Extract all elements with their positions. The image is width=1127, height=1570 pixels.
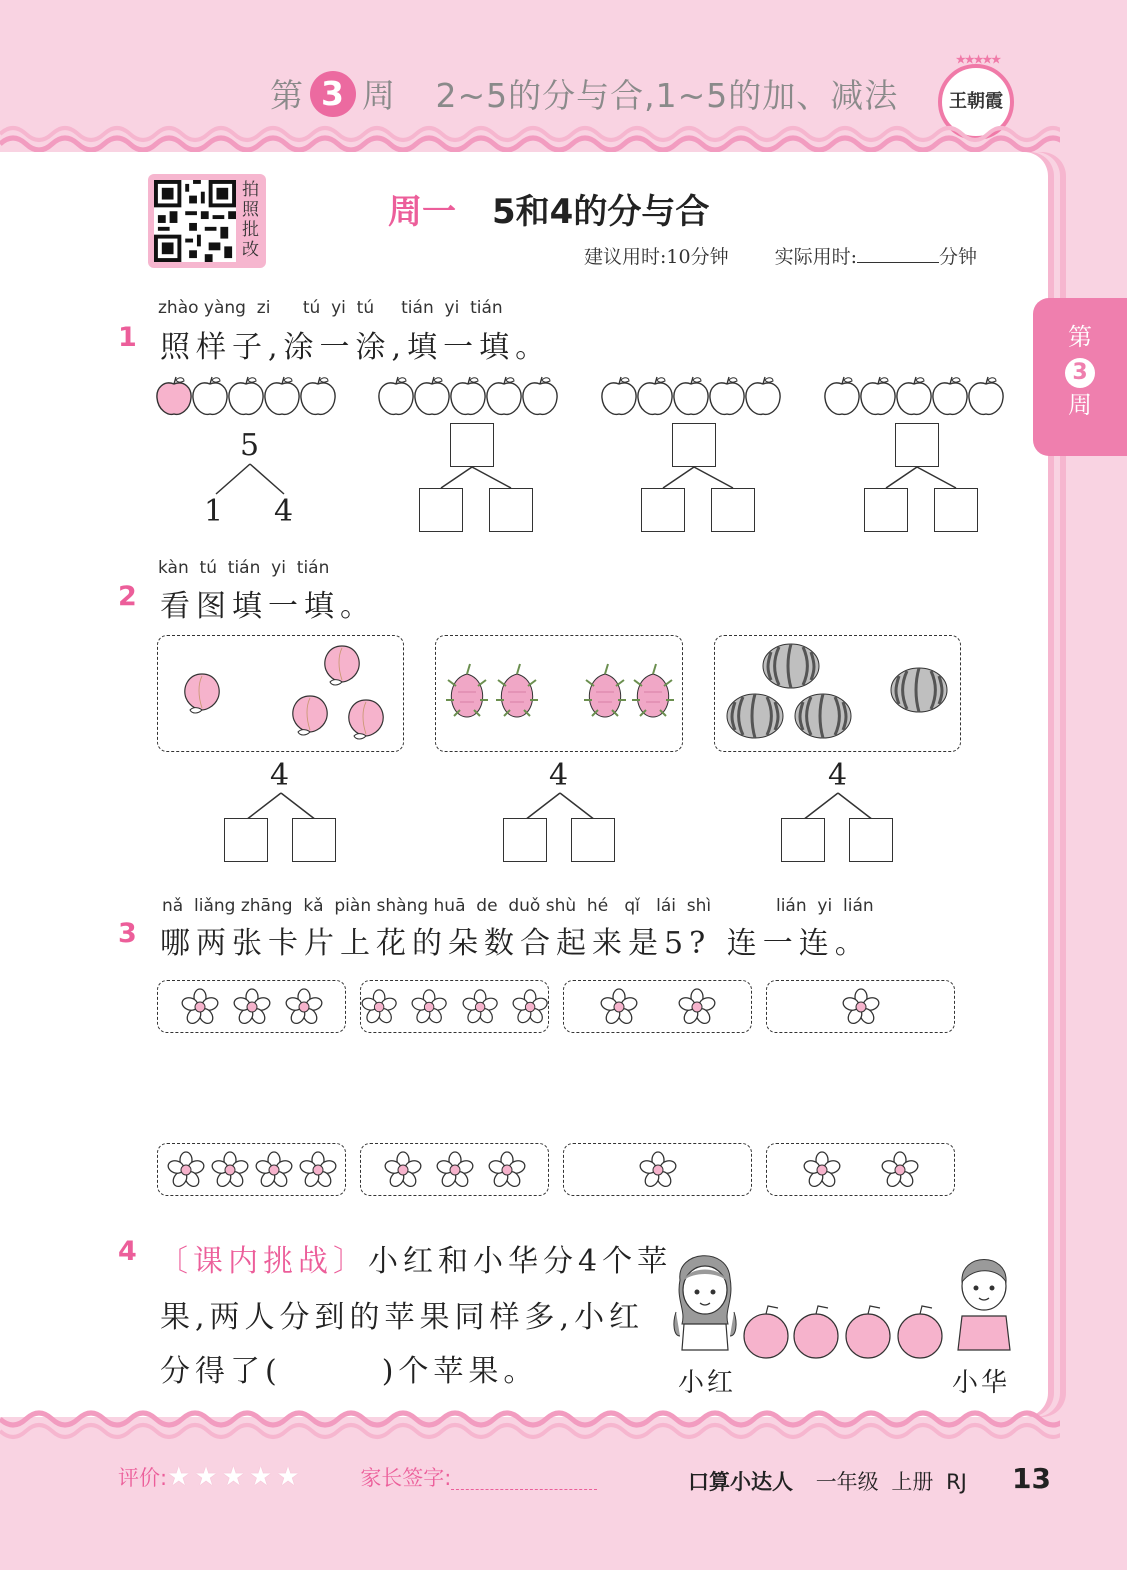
q3-number: 3 <box>118 918 137 949</box>
apple-icon[interactable] <box>710 377 744 414</box>
apple-icon[interactable] <box>933 377 967 414</box>
flower-icon <box>488 1151 526 1189</box>
flower-icon <box>512 988 548 1026</box>
q3-pinyin: nǎ liǎng zhāng kǎ piàn shàng huā de duǒ shù hé qǐ lái shì lián yi lián <box>162 896 874 916</box>
q2-tree3-total: 4 <box>828 758 848 793</box>
q1-tree2-total-box[interactable] <box>450 423 494 467</box>
flower-row <box>158 981 345 1032</box>
q3-top-card-2[interactable] <box>360 980 549 1033</box>
q3-instruction: 哪两张卡片上花的朵数合起来是5? 连一连。 <box>160 926 871 961</box>
q1-apple-rows <box>150 372 1020 422</box>
apple-icon[interactable] <box>825 377 859 414</box>
apple-icon[interactable] <box>523 377 557 414</box>
boy-icon <box>958 1260 1010 1351</box>
q1-number: 1 <box>118 322 137 353</box>
apple-icon[interactable] <box>301 377 335 414</box>
lesson-day: 周一 <box>388 192 456 232</box>
lesson-title: 5和4的分与合 <box>492 192 710 232</box>
q1-instruction: 照样子,涂一涂,填一填。 <box>160 330 552 365</box>
logo-text: 王朝霞 <box>949 91 1003 112</box>
q2-tree2-total: 4 <box>549 758 569 793</box>
apple-icon <box>229 377 263 414</box>
q2-pinyin: kàn tú tián yi tián <box>158 558 330 578</box>
week-title <box>270 70 898 119</box>
page-number: 13 <box>1012 1462 1051 1495</box>
qr-code-panel[interactable] <box>148 174 266 268</box>
q1-tree2-branches <box>419 466 533 490</box>
flower-row <box>767 981 954 1032</box>
q2-watermelon-picture <box>714 635 961 752</box>
flower-icon <box>436 1151 474 1189</box>
q1-tree4-branches <box>864 466 978 490</box>
q4-number: 4 <box>118 1236 137 1267</box>
boy-name-label: 小华 <box>952 1368 1011 1398</box>
book-grade: 一年级 <box>815 1470 879 1494</box>
q2-tree1-total: 4 <box>270 758 290 793</box>
q1-example-right: 4 <box>274 494 294 529</box>
q1-tree4-total-box[interactable] <box>895 423 939 467</box>
flower-icon <box>181 988 219 1026</box>
apple-icon[interactable] <box>638 377 672 414</box>
week-suffix: 周 <box>362 76 396 115</box>
q1-tree4-left-box[interactable] <box>864 488 908 532</box>
book-edition: RJ <box>946 1470 967 1494</box>
qr-caption-char: 拍 <box>242 180 259 200</box>
wave-border-bottom <box>0 1405 1060 1445</box>
week-side-tab <box>1033 298 1127 456</box>
q2-tree1-left-box[interactable] <box>224 818 268 862</box>
q2-tree1-right-box[interactable] <box>292 818 336 862</box>
q4-illustration <box>668 1240 1028 1370</box>
side-tab-prefix: 第 <box>1068 323 1092 351</box>
flower-row <box>361 1144 548 1195</box>
suggested-time: 建议用时:10分钟 <box>584 246 729 268</box>
apple-icon[interactable] <box>487 377 521 414</box>
q4-line3 <box>160 1346 538 1390</box>
book-title: 口算小达人 <box>688 1470 793 1494</box>
q4-text-line3-post: )个苹果。 <box>381 1354 539 1389</box>
flower-row <box>767 1144 954 1195</box>
apple-icon[interactable] <box>969 377 1003 414</box>
q1-example-branches <box>200 462 300 496</box>
time-line <box>584 242 977 269</box>
q4-text-line1: 小红和小华分4个苹 <box>368 1244 673 1279</box>
flower-icon <box>233 988 271 1026</box>
signature-line[interactable] <box>451 1469 597 1490</box>
side-tab-suffix: 周 <box>1068 391 1092 419</box>
logo-stars-icon: ★★★★★ <box>955 53 1001 66</box>
week-number-badge: 3 <box>310 71 356 117</box>
q1-tree2-left-box[interactable] <box>419 488 463 532</box>
apple-icon[interactable] <box>861 377 895 414</box>
flower-icon <box>600 988 638 1026</box>
apple-icon <box>265 377 299 414</box>
flower-row <box>158 1144 345 1195</box>
apple-row-icon <box>744 1306 942 1358</box>
q1-tree4-right-box[interactable] <box>934 488 978 532</box>
flower-icon <box>842 988 880 1026</box>
actual-time-label: 实际用时: <box>774 246 858 268</box>
week-prefix: 第 <box>270 76 304 115</box>
apple-icon[interactable] <box>897 377 931 414</box>
q1-example-left: 1 <box>204 494 224 529</box>
apple-icon[interactable] <box>674 377 708 414</box>
flower-row <box>564 1144 751 1195</box>
actual-time-blank[interactable] <box>857 246 939 263</box>
apple-icon[interactable] <box>602 377 636 414</box>
q4-challenge-tag: 〔课内挑战〕 <box>158 1244 368 1279</box>
q3-bottom-card-2[interactable] <box>360 1143 549 1196</box>
signature-label: 家长签字: <box>360 1466 452 1490</box>
actual-time-unit: 分钟 <box>939 246 978 268</box>
flower-icon <box>384 1151 422 1189</box>
flower-icon <box>639 1151 677 1189</box>
qr-code-icon[interactable] <box>154 180 236 262</box>
flower-icon <box>211 1151 249 1189</box>
flower-icon <box>167 1151 205 1189</box>
flower-row <box>361 981 548 1032</box>
qr-caption-char: 照 <box>242 200 259 220</box>
book-volume: 上册 <box>891 1470 934 1494</box>
dragonfruit-group-icon <box>436 636 682 751</box>
q3-top-card-1[interactable] <box>157 980 346 1033</box>
girl-name-label: 小红 <box>678 1368 737 1398</box>
q2-tree3-left-box[interactable] <box>781 818 825 862</box>
footer-rating <box>118 1462 1127 1492</box>
apple-colored-icon <box>157 377 191 414</box>
qr-caption <box>242 180 262 260</box>
q2-number: 2 <box>118 581 137 612</box>
apple-icon <box>193 377 227 414</box>
flower-icon <box>361 988 397 1026</box>
flower-icon <box>803 1151 841 1189</box>
q1-tree3-total-box[interactable] <box>672 423 716 467</box>
q1-tree3-right-box[interactable] <box>711 488 755 532</box>
watermelon-group-icon <box>715 636 960 751</box>
q1-tree2-right-box[interactable] <box>489 488 533 532</box>
q3-bottom-card-3[interactable] <box>563 1143 752 1196</box>
peach-group-icon <box>158 636 403 751</box>
lesson-heading <box>388 184 709 233</box>
apple-icon[interactable] <box>451 377 485 414</box>
q4-text-line2: 果,两人分到的苹果同样多,小红 <box>160 1300 645 1335</box>
flower-icon <box>462 988 498 1026</box>
flower-icon <box>678 988 716 1026</box>
flower-icon <box>285 988 323 1026</box>
q2-instruction: 看图填一填。 <box>160 589 376 624</box>
q2-tree2-left-box[interactable] <box>503 818 547 862</box>
apple-icon[interactable] <box>746 377 780 414</box>
q3-top-card-4[interactable] <box>766 980 955 1033</box>
rating-stars-icon[interactable]: ★★★★★ <box>167 1462 304 1492</box>
flower-row <box>564 981 751 1032</box>
flower-icon <box>299 1151 337 1189</box>
apple-icon[interactable] <box>379 377 413 414</box>
q1-pinyin: zhào yàng zi tú yi tú tián yi tián <box>158 298 503 318</box>
girl-icon <box>674 1256 736 1350</box>
q2-peach-picture <box>157 635 404 752</box>
qr-caption-char: 批 <box>242 220 259 240</box>
side-tab-week-badge: 3 <box>1065 358 1095 388</box>
book-info <box>688 1466 967 1496</box>
q1-tree3-branches <box>641 466 755 490</box>
qr-caption-char: 改 <box>242 240 259 260</box>
q2-tree3-right-box[interactable] <box>849 818 893 862</box>
week-topic: 2~5的分与合,1~5的加、减法 <box>435 76 899 115</box>
q4-text-line3-pre: 分得了( <box>160 1354 282 1389</box>
q2-tree2-right-box[interactable] <box>571 818 615 862</box>
apple-icon[interactable] <box>415 377 449 414</box>
q2-dragonfruit-picture <box>435 635 683 752</box>
rating-label: 评价: <box>118 1466 168 1490</box>
q1-example-total: 5 <box>240 428 260 463</box>
q3-bottom-card-1[interactable] <box>157 1143 346 1196</box>
flower-icon <box>255 1151 293 1189</box>
flower-icon <box>411 988 447 1026</box>
q4-line1 <box>158 1236 672 1280</box>
flower-icon <box>881 1151 919 1189</box>
q3-bottom-card-4[interactable] <box>766 1143 955 1196</box>
q1-tree3-left-box[interactable] <box>641 488 685 532</box>
q3-top-card-3[interactable] <box>563 980 752 1033</box>
